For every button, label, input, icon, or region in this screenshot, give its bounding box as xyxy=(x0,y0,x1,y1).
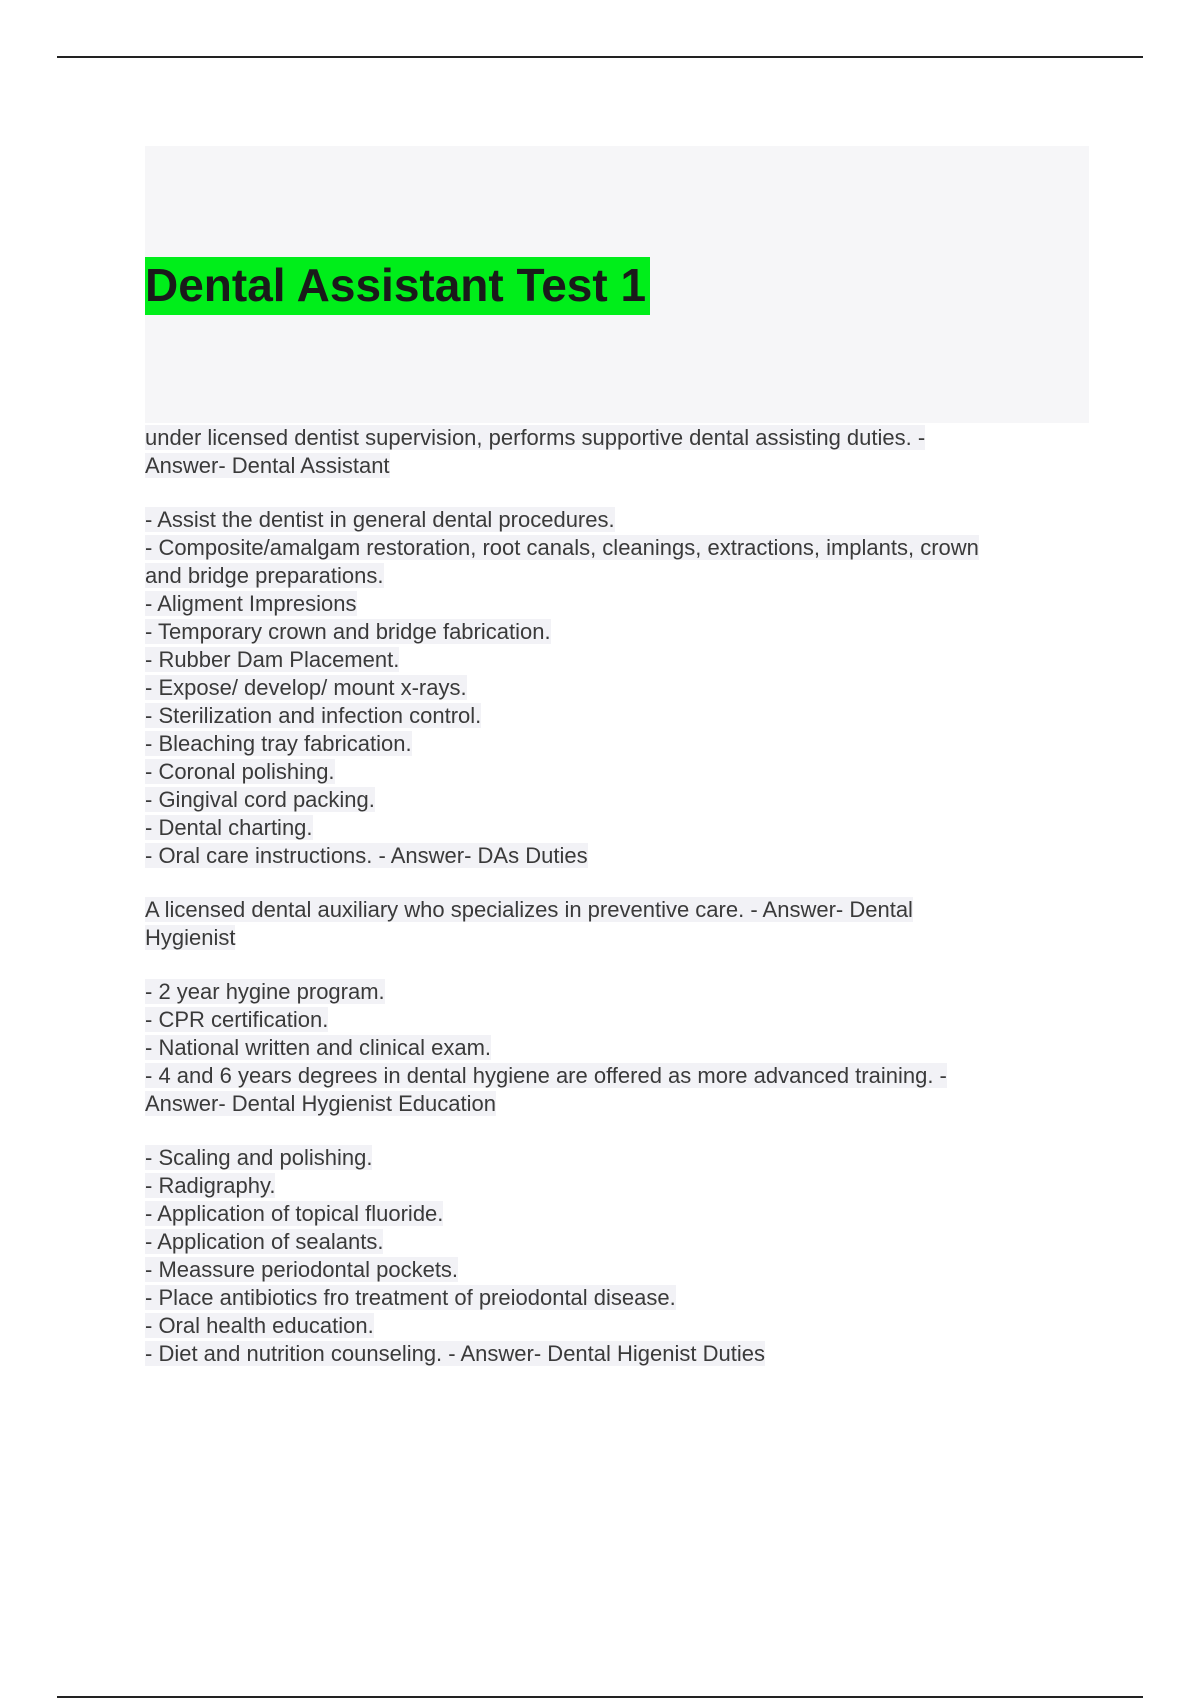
text-line: and bridge preparations. xyxy=(145,563,384,588)
qa-block xyxy=(145,978,1095,1118)
text-line: Answer- Dental Hygienist Education xyxy=(145,1091,496,1116)
text-line: - Place antibiotics fro treatment of preiodontal disease. xyxy=(145,1285,676,1310)
text-line: - 2 year hygine program. xyxy=(145,979,385,1004)
text-line: - National written and clinical exam. xyxy=(145,1035,492,1060)
qa-block xyxy=(145,506,1095,870)
text-line: - Diet and nutrition counseling. - Answer- Dental Higenist Duties xyxy=(145,1341,765,1366)
page-title: Dental Assistant Test 1 xyxy=(145,257,650,315)
text-line: - Application of sealants. xyxy=(145,1229,384,1254)
text-line: - Gingival cord packing. xyxy=(145,787,375,812)
text-line: - 4 and 6 years degrees in dental hygiene are offered as more advanced training. - xyxy=(145,1063,947,1088)
text-line: - Meassure periodontal pockets. xyxy=(145,1257,459,1282)
text-line: - Oral health education. xyxy=(145,1313,374,1338)
text-line: - Scaling and polishing. xyxy=(145,1145,373,1170)
text-line: - Sterilization and infection control. xyxy=(145,703,482,728)
text-line: - Rubber Dam Placement. xyxy=(145,647,400,672)
document-body xyxy=(145,424,1095,1394)
text-line: Hygienist xyxy=(145,925,236,950)
top-divider xyxy=(57,56,1143,58)
text-line: - Radigraphy. xyxy=(145,1173,276,1198)
text-line: - Assist the dentist in general dental procedures. xyxy=(145,507,615,532)
qa-block xyxy=(145,1144,1095,1368)
text-line: - Temporary crown and bridge fabrication. xyxy=(145,619,551,644)
text-line: - Composite/amalgam restoration, root canals, cleanings, extractions, implants, crown xyxy=(145,535,979,560)
text-line: under licensed dentist supervision, performs supportive dental assisting duties. - xyxy=(145,425,926,450)
bottom-divider xyxy=(57,1696,1143,1698)
text-line: - Oral care instructions. - Answer- DAs Duties xyxy=(145,843,588,868)
text-line: - Aligment Impresions xyxy=(145,591,357,616)
text-line: - Expose/ develop/ mount x-rays. xyxy=(145,675,467,700)
qa-block xyxy=(145,896,1095,952)
text-line: - Application of topical fluoride. xyxy=(145,1201,444,1226)
text-line: - CPR certification. xyxy=(145,1007,329,1032)
text-line: A licensed dental auxiliary who specializes in preventive care. - Answer- Dental xyxy=(145,897,913,922)
text-line: - Dental charting. xyxy=(145,815,313,840)
text-line: - Coronal polishing. xyxy=(145,759,335,784)
qa-block xyxy=(145,424,1095,480)
text-line: - Bleaching tray fabrication. xyxy=(145,731,412,756)
text-line: Answer- Dental Assistant xyxy=(145,453,390,478)
